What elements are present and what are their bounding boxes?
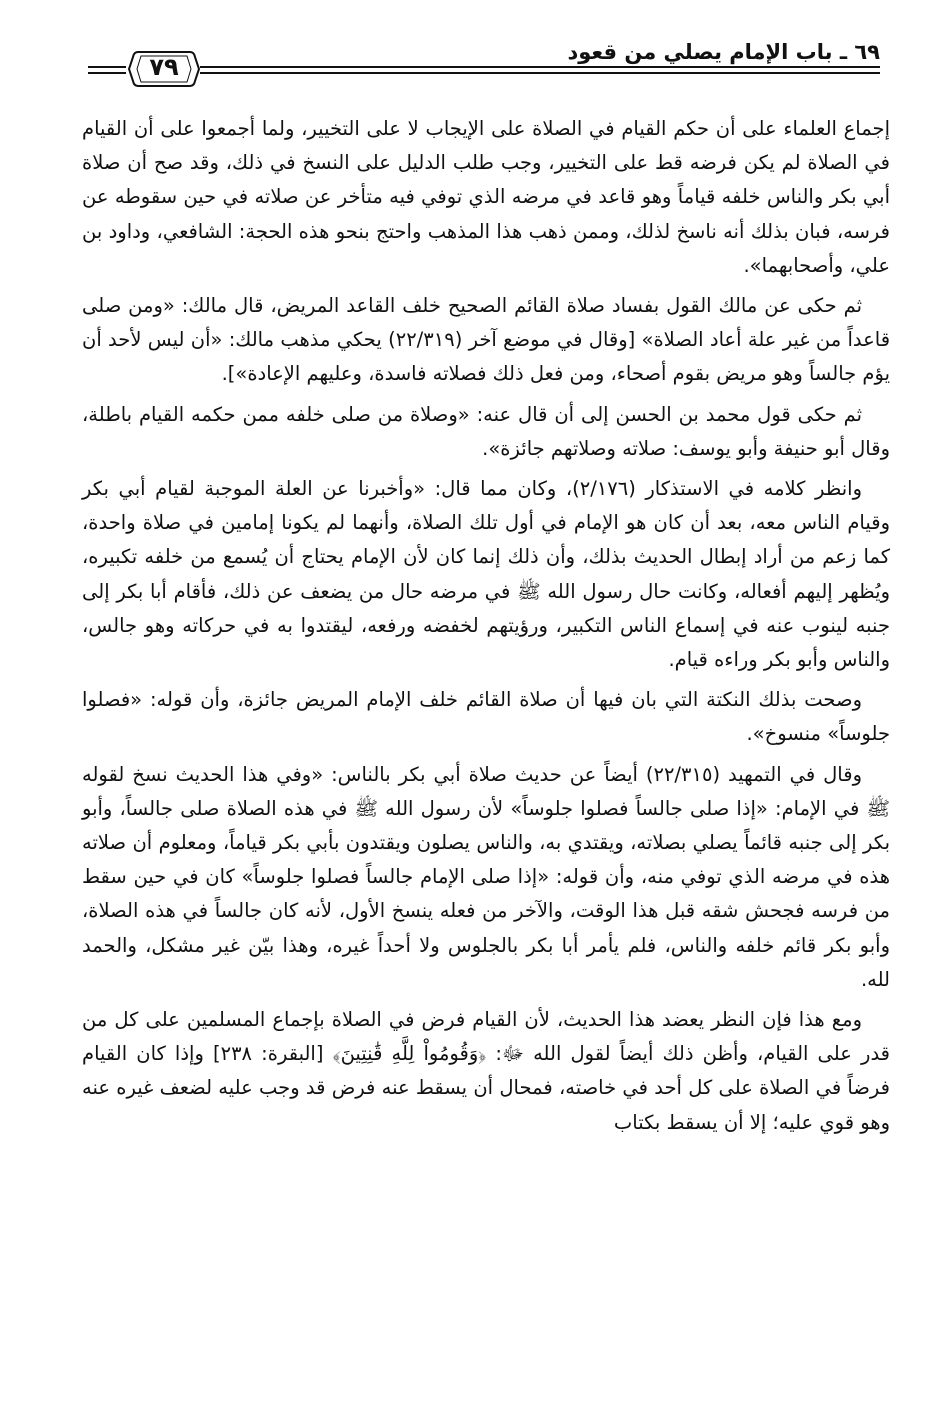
page-body — [82, 112, 890, 1146]
header-rule — [88, 66, 126, 68]
header-rule — [88, 72, 126, 74]
running-title: ٦٩ ـ باب الإمام يصلي من قعود — [567, 40, 880, 64]
paragraph: ومع هذا فإن النظر يعضد هذا الحديث، لأن القيام فرض في الصلاة بإجماع المسلمين على كل من قدر على القيام، وأظن ذلك أيضاً لقول الله ﷻ: ﴿وَقُومُواْ لِلَّهِ قَٰنِتِينَ﴾ [البقرة: ٢٣٨] وإذا كان القيام فرضاً في الصلاة على كل أحد في خاصته، فمحال أن يسقط عنه فرض قد وجب عليه لضعف غيره عنه وهو قوي عليه؛ إلا أن يسقط بكتاب — [82, 1008, 890, 1134]
header-rule — [200, 72, 880, 74]
paragraph: إجماع العلماء على أن حكم القيام في الصلاة على الإيجاب لا على التخيير، ولما أجمعوا على أن القيام في الصلاة لم يكن فرضه قط على التخيير، وجب طلب الدليل على النسخ في ذلك، وقد صح أن صلاة أبي بكر والناس خلفه قياماً وهو قاعد في مرضه الذي توفي فيه متأخر عن صلاته في حين سقوطه عن فرسه، فبان بذلك أنه ناسخ لذلك، وممن ذهب هذا المذهب واحتج بنحو هذه الحجة: الشافعي، وداود بن علي، وأصحابهما». — [82, 117, 890, 277]
paragraph: وصحت بذلك النكتة التي بان فيها أن صلاة القائم خلف الإمام المريض جائزة، وأن قوله: «فصلوا جلوساً» منسوخ». — [82, 688, 890, 746]
paragraph: وقال في التمهيد (٢٢/٣١٥) أيضاً عن حديث صلاة أبي بكر بالناس: «وفي هذا الحديث نسخ لقوله ﷺ في الإمام: «إذا صلى جالساً فصلوا جلوساً» لأن رسول الله ﷺ في هذه الصلاة صلى جالساً، وأبو بكر إلى جنبه قائماً يصلي بصلاته، ويقتدي به، والناس يصلون ويقتدون بأبي بكر قياماً، ومعلوم أن صلاته هذه في مرضه الذي توفي منه، وأن قوله: «إذا صلى الإمام جالساً فصلوا جلوساً» كان في حين سقط من فرسه فجحش شقه قبل هذا الوقت، والآخر من فعله ينسخ الأول، لأنه كان جالساً في هذه الصلاة، وأبو بكر قائم خلفه والناس، فلم يأمر أبا بكر بالجلوس ولا أحداً غيره، وهذا بيّن غير مشكل، والحمد لله. — [82, 762, 890, 991]
paragraph: ثم حكى قول محمد بن الحسن إلى أن قال عنه: «وصلاة من صلى خلفه ممن حكمه القيام باطلة، وقال أبو حنيفة وأبو يوسف: صلاته وصلاتهم جائزة». — [82, 402, 890, 460]
page-number-badge — [128, 48, 200, 90]
paragraph: ثم حكى عن مالك القول بفساد صلاة القائم الصحيح خلف القاعد المريض، قال مالك: «ومن صلى قاعداً من غير علة أعاد الصلاة» [وقال في موضع آخر (٢٢/٣١٩) يحكي مذهب مالك: «أن ليس لأحد أن يؤم جالساً وهو مريض بقوم أصحاء، ومن فعل ذلك فصلاته فاسدة، وعليهم الإعادة»]. — [82, 294, 891, 386]
page-header — [88, 38, 880, 100]
header-rule — [200, 66, 880, 68]
paragraph: وانظر كلامه في الاستذكار (٢/١٧٦)، وكان مما قال: «وأخبرنا عن العلة الموجبة لقيام أبي بكر وقيام الناس معه، بعد أن كان هو الإمام في أول تلك الصلاة، وأنهما لم يكونا إمامين في صلاة واحدة، كما زعم من أراد إبطال الحديث بذلك، وأن ذلك إنما كان لأن الإمام يحتاج أن يُسمع من خلفه تكبيره، ويُظهر إليهم أفعاله، وكانت حال رسول الله ﷺ في مرضه حال من يضعف عن ذلك، فأقام أبا بكر إلى جنبه لينوب عنه في إسماع الناس التكبير، ورؤيتهم لخفضه ورفعه، ليقتدوا به في حركاته وهو جالس، والناس وأبو بكر وراءه قيام. — [82, 477, 890, 672]
page-number: ٧٩ — [149, 53, 179, 81]
